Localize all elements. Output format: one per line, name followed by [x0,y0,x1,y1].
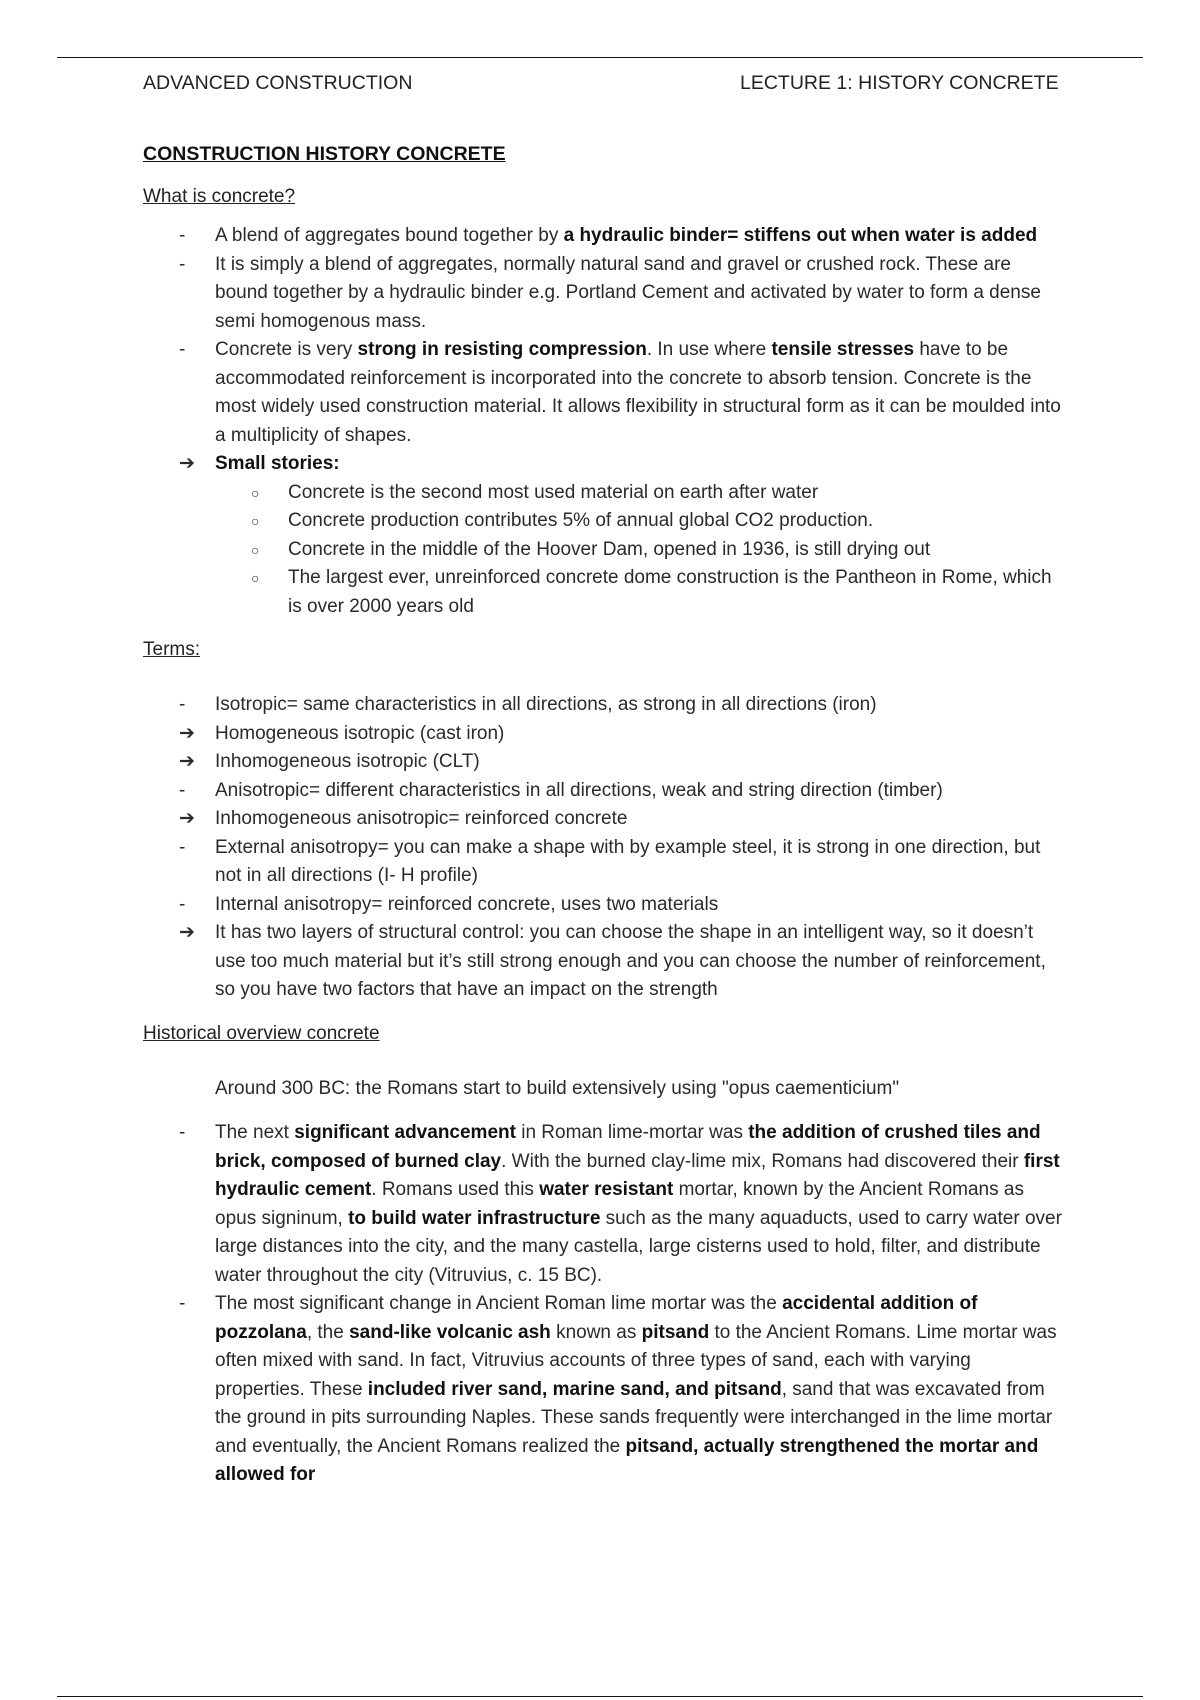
section-heading-terms: Terms: [143,639,200,660]
circle-bullet-icon: ○ [251,541,260,558]
arrow-icon: ➔ [179,751,195,772]
list-item: - A blend of aggregates bound together by a hydraulic binder= stiffens out when water is added [143,222,1063,251]
header-lecture: LECTURE 1: HISTORY CONCRETE [740,72,1059,94]
historical-list [143,1119,1063,1490]
arrow-icon: ➔ [179,722,195,744]
terms-list [143,691,1063,1005]
concrete-definition-list [143,222,1063,621]
document-body [143,143,1063,1490]
dash-bullet: - [179,893,186,915]
section-heading-historical-overview: Historical overview concrete [143,1022,380,1044]
list-item: - The most significant change in Ancient Roman lime mortar was the accidental addition of pozzolana, the sand-like volcanic ash known as pitsand to the Ancient Romans. Lime mortar was often mixed with sand. In fact, Vitruvius accounts of three types of sand, each with varying properties. These included river sand, marine sand, and pitsand, sand that was excavated from the ground in pits surrounding Naples. These sands frequently were interchanged in the lime mortar and eventually, the Ancient Romans realized the pitsand, actually strengthened the mortar and allowed for [143,1290,1063,1490]
sub-list-item: ○ Concrete is the second most used material on earth after water [143,479,1063,508]
list-item: - Isotropic= same characteristics in all directions, as strong in all directions (iron) [143,691,1063,720]
section-heading-what-is-concrete: What is concrete? [143,186,296,207]
circle-bullet-icon: ○ [251,484,260,501]
sub-list-item: ○ The largest ever, unreinforced concrete dome construction is the Pantheon in Rome, which is over 2000 years old [143,564,1063,621]
arrow-icon: ➔ [179,453,195,474]
list-item-small-stories: ➔ Small stories: [143,450,1063,479]
dash-bullet: - [179,1293,186,1314]
list-item: - Internal anisotropy= reinforced concrete, uses two materials [143,891,1063,920]
arrow-icon: ➔ [179,922,195,943]
circle-bullet-icon: ○ [251,570,260,586]
top-rule [57,57,1143,58]
dash-bullet: - [179,253,186,275]
dash-bullet: - [179,225,186,246]
list-item: - It is simply a blend of aggregates, normally natural sand and gravel or crushed rock. These are bound together by a hydraulic binder e.g. Portland Cement and activated by water to form a dense semi homogenous mass. [143,251,1063,337]
dash-bullet: - [179,339,186,360]
header-course: ADVANCED CONSTRUCTION [143,72,413,94]
circle-bullet-icon: ○ [251,513,260,529]
list-item: ➔ Homogeneous isotropic (cast iron) [143,720,1063,749]
list-item: - Concrete is very strong in resisting compression. In use where tensile stresses have to be accommodated reinforcement is incorporated into the concrete to absorb tension. Concrete is the most widely used construction material. It allows flexibility in structural form as it can be moulded into a multiplicity of shapes. [143,336,1063,450]
historical-intro: Around 300 BC: the Romans start to build extensively using "opus caementicium" [215,1077,900,1099]
sub-list-item: ○ Concrete in the middle of the Hoover Dam, opened in 1936, is still drying out [143,536,1063,565]
bottom-rule [57,1696,1143,1697]
dash-bullet: - [179,1122,186,1143]
arrow-icon: ➔ [179,808,195,829]
list-item: - Anisotropic= different characteristics in all directions, weak and string direction (timber) [143,777,1063,806]
list-item: ➔ Inhomogeneous isotropic (CLT) [143,748,1063,777]
dash-bullet: - [179,836,186,858]
dash-bullet: - [179,779,186,801]
dash-bullet: - [179,694,186,715]
list-item: ➔ Inhomogeneous anisotropic= reinforced concrete [143,805,1063,834]
list-item: - The next significant advancement in Roman lime-mortar was the addition of crushed tiles and brick, composed of burned clay. With the burned clay-lime mix, Romans had discovered their first hydraulic cement. Romans used this water resistant mortar, known by the Ancient Romans as opus signinum, to build water infrastructure such as the many aquaducts, used to carry water over large distances into the city, and the many castella, large cisterns used to hold, filter, and distribute water throughout the city (Vitruvius, c. 15 BC). [143,1119,1063,1290]
document-title: CONSTRUCTION HISTORY CONCRETE [143,143,506,165]
list-item: - External anisotropy= you can make a shape with by example steel, it is strong in one direction, but not in all directions (I- H profile) [143,834,1063,891]
list-item: ➔ It has two layers of structural control: you can choose the shape in an intelligent way, so it doesn’t use too much material but it’s still strong enough and you can choose the number of reinforcement, so you have two factors that have an impact on the strength [143,919,1063,1005]
sub-list-item: ○ Concrete production contributes 5% of annual global CO2 production. [143,507,1063,536]
